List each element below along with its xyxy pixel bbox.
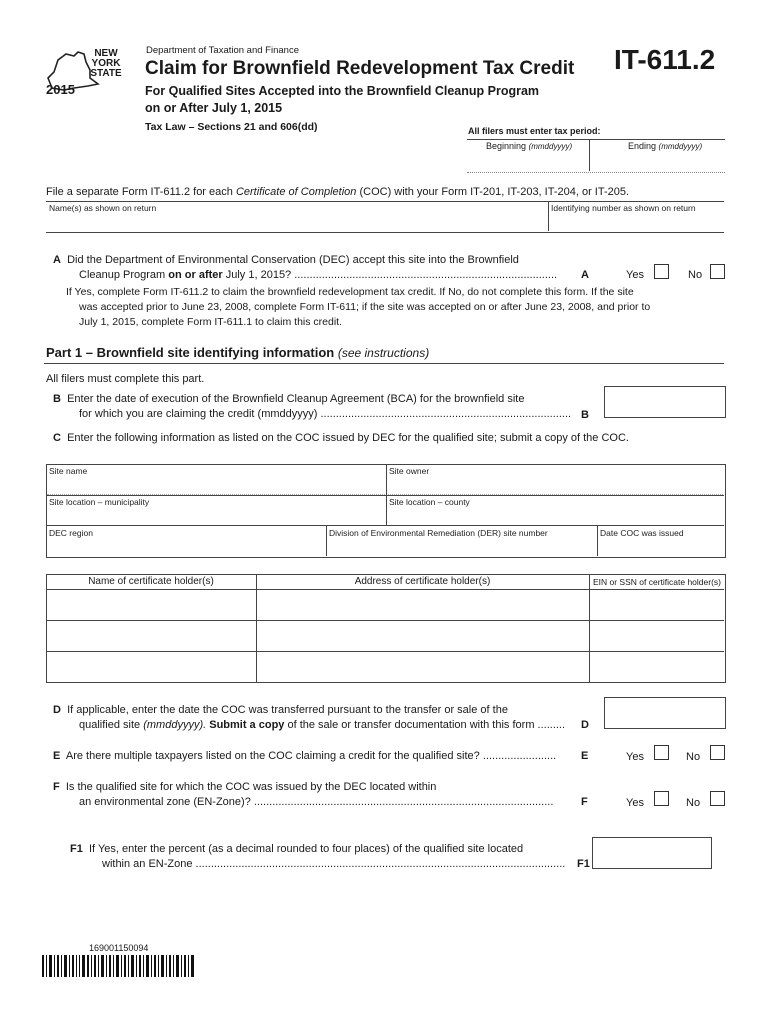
holder-row-2-name-input[interactable] — [47, 621, 255, 650]
site-name-label: Site name — [49, 466, 88, 476]
names-label: Name(s) as shown on return — [49, 203, 157, 213]
names-input[interactable] — [47, 213, 547, 230]
question-e-yes-label: Yes — [626, 751, 644, 763]
bca-date-input[interactable] — [604, 386, 726, 418]
site-grid-divider-top — [386, 464, 387, 525]
state-line-york: YORK — [91, 58, 121, 69]
question-a-note-line3: July 1, 2015, complete Form IT-611.1 to claim this credit. — [79, 316, 342, 328]
form-title: Claim for Brownfield Redevelopment Tax Credit — [145, 58, 575, 79]
coc-transfer-date-input[interactable] — [604, 697, 726, 729]
question-a-no-label: No — [688, 269, 703, 281]
question-a-yes-label: Yes — [626, 269, 644, 281]
question-d-letter: D — [53, 704, 61, 716]
holder-row-2-ein-input[interactable] — [591, 621, 723, 650]
form-subtitle-1: For Qualified Sites Accepted into the Brownfield Cleanup Program — [145, 84, 540, 98]
holders-col-name: Name of certificate holder(s) — [88, 576, 214, 587]
tax-period-label: All filers must enter tax period: — [468, 126, 601, 136]
question-f-yes-checkbox[interactable] — [654, 791, 669, 806]
question-d-line2-bold: Submit a copy — [206, 719, 285, 731]
holder-row-3-ein-input[interactable] — [591, 652, 723, 681]
question-b-letter: B — [53, 393, 61, 405]
state-name — [86, 49, 126, 79]
barcode-number: 169001150094 — [89, 943, 149, 953]
site-grid-line-1 — [46, 495, 724, 496]
part1-all-filers: All filers must complete this part. — [46, 373, 205, 385]
holder-row-1-ein-input[interactable] — [591, 590, 723, 619]
question-f — [53, 780, 583, 810]
question-c-letter: C — [53, 432, 61, 444]
site-owner-label: Site owner — [389, 466, 430, 476]
state-line-new: NEW — [94, 48, 118, 59]
file-note-post: (COC) with your Form IT-201, IT-203, IT-204, or IT-205. — [356, 186, 630, 198]
holder-row-1-name-input[interactable] — [47, 590, 255, 619]
site-grid-line-2 — [46, 525, 724, 526]
form-subtitle-2: on or After July 1, 2015 — [145, 101, 283, 115]
site-grid-divider-der-left — [326, 525, 327, 556]
question-a-line2-pre: Cleanup Program — [79, 269, 169, 281]
beginning-text: Beginning — [486, 141, 527, 151]
holders-col-divider-1 — [256, 574, 257, 682]
question-a-letter: A — [53, 254, 61, 266]
file-note-pre: File a separate Form IT-611.2 for each — [46, 186, 236, 198]
question-e-code: E — [581, 750, 589, 762]
question-b — [53, 392, 583, 422]
date-coc-label: Date COC was issued — [600, 528, 684, 538]
question-f1-code: F1 — [577, 858, 590, 870]
id-number-input[interactable] — [550, 213, 723, 230]
tax-law-reference: Tax Law – Sections 21 and 606(dd) — [145, 121, 318, 133]
holders-col-address: Address of certificate holder(s) — [354, 576, 491, 587]
question-e-line: Are there multiple taxpayers listed on the COC claiming a credit for the qualified site? ........................ — [65, 750, 557, 762]
file-note-italic: Certificate of Completion — [235, 186, 357, 198]
site-grid-divider-der-right — [597, 525, 598, 556]
ending-date-input[interactable] — [591, 153, 724, 170]
municipality-label: Site location – municipality — [49, 497, 150, 507]
beginning-date-input[interactable] — [468, 153, 588, 170]
question-a-line2-bold: on or after — [168, 269, 223, 281]
question-b-code: B — [581, 409, 589, 421]
question-c — [53, 431, 733, 446]
date-coc-input[interactable] — [599, 539, 723, 555]
question-a-note-line2: was accepted prior to June 23, 2008, complete Form IT-611; if the site was accepted on or after June 23, 2008, and prior to — [79, 301, 651, 313]
question-a-no-checkbox[interactable] — [710, 264, 725, 279]
question-e-no-label: No — [686, 751, 701, 763]
question-a-note — [66, 285, 726, 330]
barcode-image — [42, 955, 194, 977]
question-a-line1: Did the Department of Environmental Conservation (DEC) accept this site into the Brownfield — [67, 254, 519, 266]
part1-title — [46, 345, 429, 360]
der-number-input[interactable] — [328, 539, 596, 555]
dec-region-label: DEC region — [49, 528, 93, 538]
question-f-line2: an environmental zone (EN-Zone)? .................................................................................................. — [79, 796, 554, 808]
holder-row-2-address-input[interactable] — [258, 621, 588, 650]
holders-col-ein: EIN or SSN of certificate holder(s) — [592, 577, 721, 587]
holder-row-3-name-input[interactable] — [47, 652, 255, 681]
question-e-yes-checkbox[interactable] — [654, 745, 669, 760]
question-e-letter: E — [53, 750, 61, 762]
question-f1-line2: within an EN-Zone ......................................................................................................................... — [102, 858, 566, 870]
part1-title-text: Part 1 – Brownfield site identifying information — [46, 345, 335, 360]
question-f1-line1: If Yes, enter the percent (as a decimal rounded to four places) of the qualified site located — [88, 843, 524, 855]
ending-label — [628, 141, 702, 151]
question-f1-letter: F1 — [70, 843, 83, 855]
question-a — [53, 253, 583, 283]
question-c-line: Enter the following information as listed on the COC issued by DEC for the qualified site; submit a copy of the COC. — [67, 432, 629, 444]
dec-region-input[interactable] — [47, 539, 325, 555]
question-a-yes-checkbox[interactable] — [654, 264, 669, 279]
question-a-note-line1: If Yes, complete Form IT-611.2 to claim the brownfield redevelopment tax credit. If No, do not complete this form. If the site — [66, 286, 634, 298]
question-a-code: A — [581, 269, 589, 281]
site-owner-input[interactable] — [388, 477, 723, 495]
question-d — [53, 703, 593, 733]
question-f-yes-label: Yes — [626, 797, 644, 809]
question-f1 — [70, 842, 580, 872]
holder-row-1-address-input[interactable] — [258, 590, 588, 619]
question-f-no-checkbox[interactable] — [710, 791, 725, 806]
question-f-letter: F — [53, 781, 60, 793]
question-e-no-checkbox[interactable] — [710, 745, 725, 760]
part1-instructions: (see instructions) — [337, 346, 430, 360]
question-d-line2-pre: qualified site — [79, 719, 144, 731]
county-label: Site location – county — [389, 497, 470, 507]
der-number-label: Division of Environmental Remediation (DER) site number — [329, 528, 548, 538]
id-number-label: Identifying number as shown on return — [551, 203, 696, 213]
question-f-code: F — [581, 796, 588, 808]
form-year: 2015 — [46, 82, 75, 97]
tax-period-divider — [589, 139, 590, 171]
en-zone-percent-input[interactable] — [592, 837, 712, 869]
ending-text: Ending — [628, 141, 657, 151]
question-d-line1: If applicable, enter the date the COC was transferred pursuant to the transfer or sale of the — [67, 704, 508, 716]
question-f-line1: Is the qualified site for which the COC was issued by the DEC located within — [65, 781, 437, 793]
department-name: Department of Taxation and Finance — [146, 45, 299, 56]
holder-row-3-address-input[interactable] — [258, 652, 588, 681]
county-input[interactable] — [388, 508, 723, 524]
question-b-line1: Enter the date of execution of the Brownfield Cleanup Agreement (BCA) for the brownfield site — [67, 393, 525, 405]
ending-format: (mmddyyyy) — [658, 142, 703, 151]
state-line-state: STATE — [90, 68, 122, 79]
question-a-line2-post: July 1, 2015? ...................................................................................... — [222, 269, 558, 281]
question-d-line2-post: of the sale or transfer documentation with this form ......... — [284, 719, 566, 731]
site-name-input[interactable] — [47, 477, 385, 495]
form-number: IT-611.2 — [614, 44, 716, 75]
question-b-line2: for which you are claiming the credit (mmddyyyy) .................................................................................. — [79, 408, 572, 420]
question-d-code: D — [581, 719, 589, 731]
question-f-no-label: No — [686, 797, 701, 809]
question-e — [53, 749, 578, 764]
question-d-line2-italic: (mmddyyyy). — [143, 719, 207, 731]
file-note — [46, 186, 629, 198]
beginning-label — [486, 141, 572, 151]
name-row-divider — [548, 201, 549, 231]
municipality-input[interactable] — [47, 508, 385, 524]
beginning-format: (mmddyyyy) — [528, 142, 573, 151]
holders-col-divider-2 — [589, 574, 590, 682]
